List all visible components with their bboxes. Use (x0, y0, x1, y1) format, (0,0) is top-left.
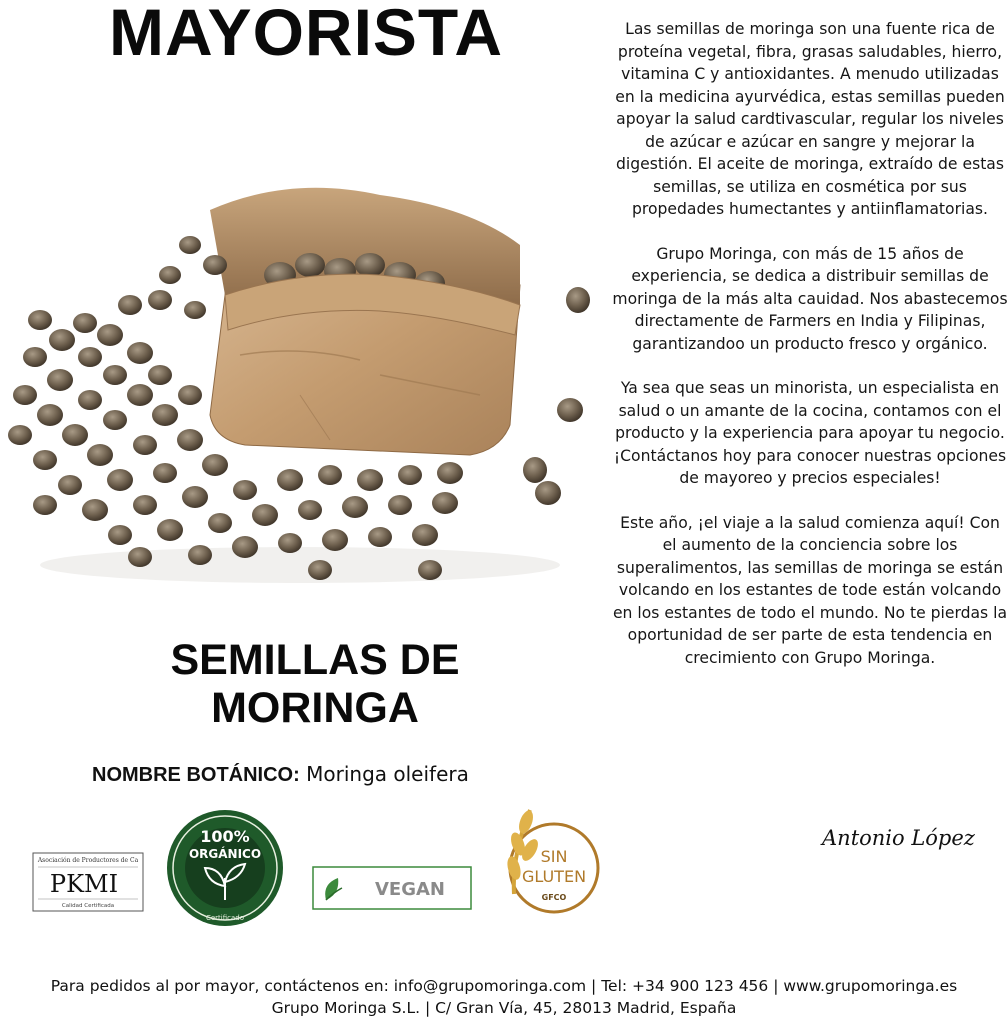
product-title-line1: SEMILLAS DE (170, 636, 460, 684)
botanical-name (92, 762, 469, 787)
organic-badge (165, 808, 285, 928)
botanical-value: Moringa oleifera (306, 762, 469, 786)
signature: Antonio López (822, 826, 975, 850)
footer-contact: Para pedidos al por mayor, contáctenos en: info@grupomoringa.com | Tel: +34 900 123 456 | www.grupomoringa.es (50, 977, 958, 995)
footer (0, 975, 1008, 1019)
organic-ring-text: Certificado (205, 914, 245, 922)
product-photo (0, 95, 612, 615)
gluten-line2: GLUTEN (521, 867, 587, 886)
description-paragraph: Grupo Moringa, con más de 15 años de experiencia, se dedica a distribuir semillas de moringa de la más alta cauidad. Nos abastecemos directamente de Farmers en India y Filipinas, garantizandoo un producto fresco y orgánico. (612, 244, 1008, 353)
organic-label-text: ORGÁNICO (188, 847, 262, 861)
organic-percent-text: 100% (200, 827, 250, 846)
botanical-label: NOMBRE BOTÁNICO: (92, 764, 300, 786)
pkmi-main-text: PKMI (49, 870, 119, 898)
description-paragraph: Ya sea que seas un minorista, un especialista en salud o un amante de la cocina, contamos con el producto y la experiencia para apoyar tu negocio. ¡Contáctanos hoy para conocer nuestras opciones de mayoreo y precios especiales! (613, 379, 1007, 487)
description-paragraph: Las semillas de moringa son una fuente rica de proteína vegetal, fibra, grasas saludables, hierro, vitamina C y antioxidantes. A menudo utilizadas en la medicina ayurvédica, estas semillas pueden apoyar la salud cardtivascular, regular los niveles de azúcar e azúcar en sangre y mejorar la digestión. El aceite de moringa, extraído de estas semillas, se utiliza en cosmética por sus propedades humectantes y antiinflamatorias. (615, 20, 1005, 218)
description-column (612, 18, 1008, 691)
description-paragraph: Este año, ¡el viaje a la salud comienza aquí! Con el aumento de la conciencia sobre los superalimentos, las semillas de moringa se están volcando en los estantes de tode están volcando en los estantes de todo el mundo. No te pierdas la oportunidad de ser parte de esta tendencia en crecimiento con Grupo Moringa. (612, 513, 1008, 667)
pkmi-top-text: Asociación de Productores de Ca (37, 857, 139, 864)
pkmi-bottom-text: Calidad Certificada (61, 903, 115, 909)
vegan-badge (312, 866, 472, 910)
product-title (100, 636, 530, 732)
footer-address: Grupo Moringa S.L. | C/ Gran Vía, 45, 28013 Madrid, España (271, 999, 737, 1017)
gluten-free-badge (496, 804, 604, 924)
pkmi-badge (32, 852, 144, 912)
vegan-text: VEGAN (375, 879, 445, 900)
product-title-line2: MORINGA (211, 684, 419, 732)
page-title: MAYORISTA (108, 0, 504, 69)
gluten-small: GFCO (541, 893, 567, 902)
gluten-line1: SIN (540, 847, 568, 866)
